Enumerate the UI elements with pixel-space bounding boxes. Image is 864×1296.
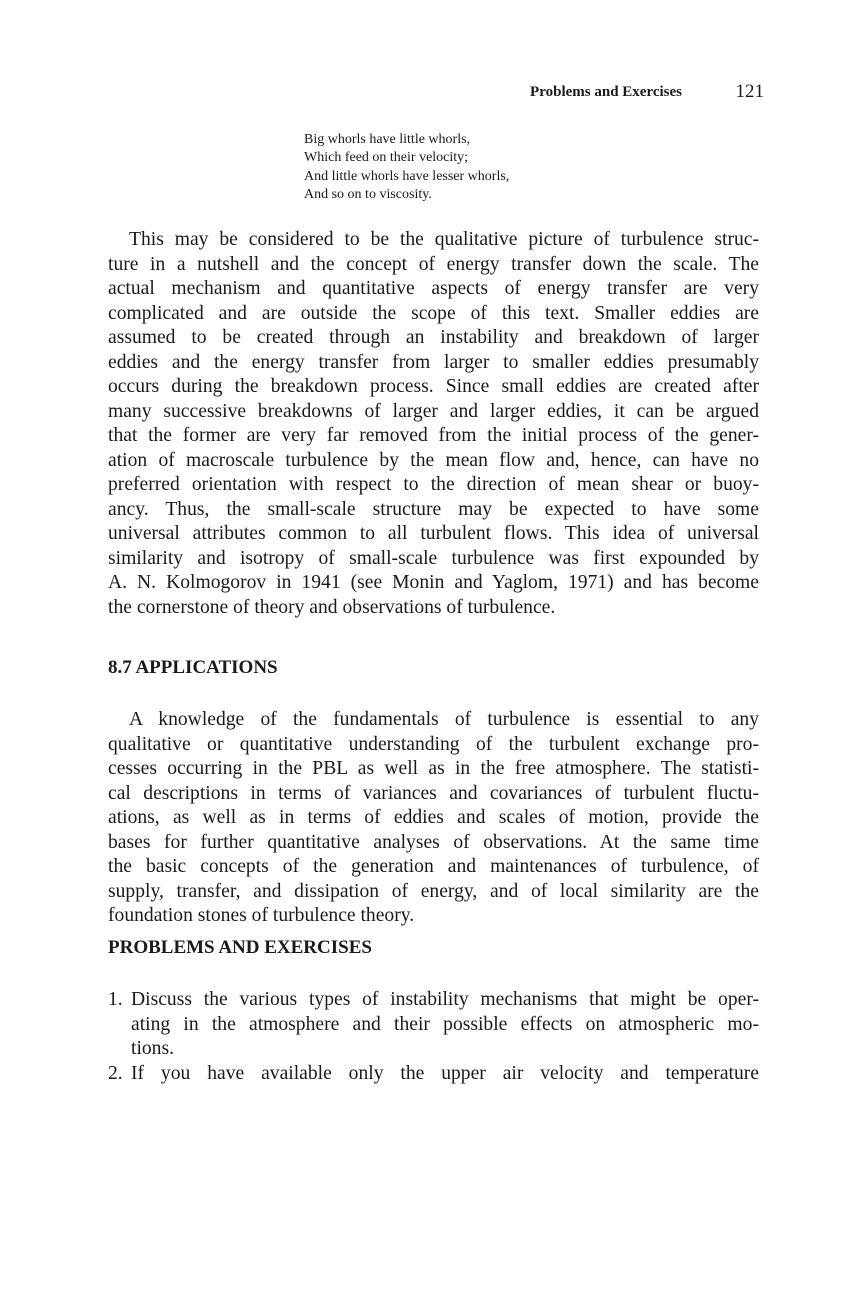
problem-list (108, 988, 759, 1086)
text-line: This may be considered to be the qualitative picture of turbulence struc- (129, 229, 759, 250)
text-line: many successive breakdowns of larger and larger eddies, it can be argued (108, 400, 759, 422)
epigraph-line: Big whorls have little whorls, (304, 132, 471, 147)
paragraph-turbulence-structure (108, 228, 759, 620)
text-line: A knowledge of the fundamentals of turbulence is essential to any (129, 709, 759, 730)
text-line: ture in a nutshell and the concept of energy transfer down the scale. The (108, 253, 759, 275)
running-head (108, 80, 764, 110)
text-line: ations, as well as in terms of eddies and scales of motion, provide the (108, 807, 759, 828)
paragraph-applications (108, 708, 759, 929)
text-line: actual mechanism and quantitative aspects of energy transfer are very (108, 278, 759, 299)
text-line: A. N. Kolmogorov in 1941 (see Monin and Yaglom, 1971) and has become (108, 572, 759, 593)
running-title: Problems and Exercises (530, 84, 682, 100)
epigraph-line: And little whorls have lesser whorls, (304, 168, 510, 184)
epigraph-verse (304, 131, 509, 204)
text-line: ancy. Thus, the small-scale structure may be expected to have some (108, 498, 759, 520)
text-line: tions. (131, 1038, 175, 1059)
text-line: preferred orientation with respect to the direction of mean shear or buoy- (108, 474, 759, 495)
text-line: cal descriptions in terms of variances and covariances of turbulent fluctu- (108, 782, 759, 804)
problem-item (108, 988, 759, 1062)
problem-number: 2. (108, 1062, 123, 1084)
text-line: eddies and the energy transfer from larger to smaller eddies presumably (108, 351, 759, 373)
text-line: If you have available only the upper air velocity and temperature (131, 1062, 759, 1084)
epigraph-line: Which feed on their velocity; (304, 150, 469, 166)
text-line: the cornerstone of theory and observations of turbulence. (108, 596, 556, 618)
problem-number: 1. (108, 989, 123, 1010)
problem-item (108, 1062, 759, 1087)
text-line: Discuss the various types of instability mechanisms that might be oper- (131, 989, 759, 1010)
text-line: bases for further quantitative analyses of observations. At the same time (108, 831, 759, 853)
text-line: qualitative or quantitative understanding of the turbulent exchange pro- (108, 733, 759, 755)
epigraph-line: And so on to viscosity. (304, 186, 432, 202)
text-line: ation of macroscale turbulence by the mean flow and, hence, can have no (108, 449, 759, 471)
text-line: ating in the atmosphere and their possible effects on atmospheric mo- (131, 1013, 759, 1035)
text-line: cesses occurring in the PBL as well as in the free atmosphere. The statisti- (108, 758, 759, 779)
text-line: similarity and isotropy of small-scale turbulence was first expounded by (108, 547, 759, 569)
text-line: universal attributes common to all turbulent flows. This idea of universal (108, 523, 759, 544)
page-number: 121 (735, 81, 764, 102)
text-line: assumed to be created through an instability and breakdown of larger (108, 327, 759, 348)
section-heading-applications: 8.7 APPLICATIONS (108, 657, 278, 678)
text-line: supply, transfer, and dissipation of energy, and of local similarity are the (108, 880, 759, 902)
text-line: foundation stones of turbulence theory. (108, 905, 415, 926)
text-line: complicated and are outside the scope of this text. Smaller eddies are (108, 302, 759, 324)
text-line: the basic concepts of the generation and maintenances of turbulence, of (108, 856, 759, 877)
section-heading-problems: PROBLEMS AND EXERCISES (108, 937, 372, 958)
text-line: that the former are very far removed from the initial process of the gener- (108, 425, 759, 446)
text-line: occurs during the breakdown process. Since small eddies are created after (108, 376, 759, 397)
